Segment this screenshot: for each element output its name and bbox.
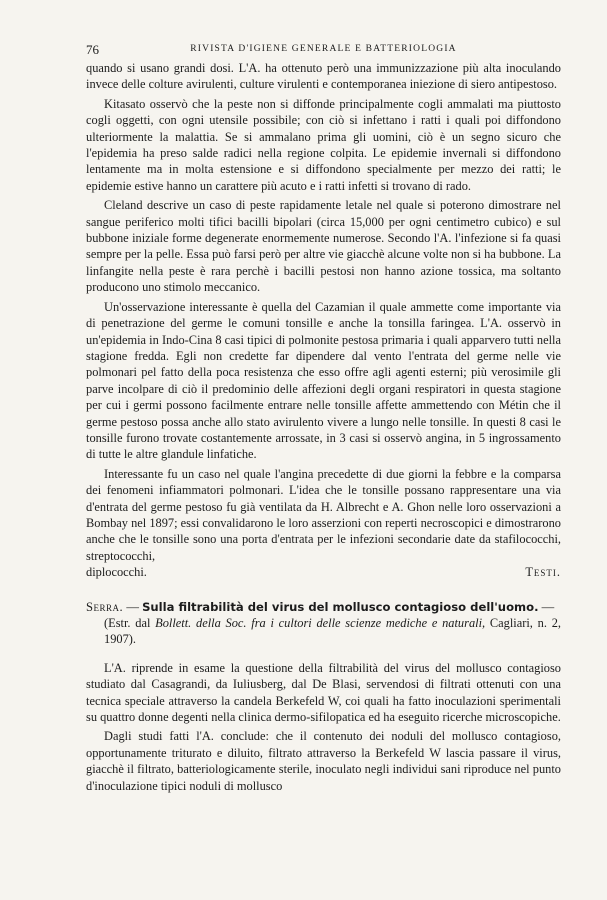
paragraph: Un'osservazione interessante è quella del Cazamian il quale ammette come importante via di penetrazione del germe le comuni tonsille e anche la tonsilla faringea. L'A. osservò in un'epidemia in Indo-Cina 8 casi tipici di polmonite pestosa primaria i quali apparvero tutti nella stagione fredda. Egli non credette far dipendere dal vento l'entrata del germe nelle vie polmonari pel fatto della poca resistenza che esso offre agli agenti esterni; più verosimile gli parve incolpare di ciò il predominio delle affezioni degli organi respiratori in questa stagione per cui i germi possono facilmente entrare nelle tonsille affette ammettendo con Métin che il germe pestoso possa anche allo stato avirulento vivere a lungo nelle tonsille. In questi 8 casi le tonsille furono trovate costantemente arrossate, in 3 casi si osservò angina, in 5 ingrossamento di tutte le altre glandule linfatiche. [86, 299, 561, 462]
closing-line [86, 564, 561, 580]
paragraph: quando si usano grandi dosi. L'A. ha ottenuto però una immunizzazione più alta inoculando invece delle colture avirulenti, culture virulenti e contemporanea iniezione di siero antipestoso. [86, 61, 561, 92]
page-number: 76 [86, 42, 99, 57]
paragraph [86, 466, 561, 564]
paragraph: Dagli studi fatti l'A. conclude: che il contenuto dei noduli del mollusco contagioso, opportunamente triturato e diluito, filtrato attraverso la Berkefeld W lascia passare il virus, giacchè il filtrato, batteriologicamente sterile, inoculato negli individui sani riproduce nel punto d'inoculazione tipici noduli di mollusco [86, 729, 561, 793]
dash: — [126, 599, 139, 614]
section-title: Sulla filtrabilità del virus del mollusco contagioso dell'uomo. [142, 599, 539, 614]
section-body [86, 660, 561, 794]
source-prefix: (Estr. dal [104, 616, 151, 630]
running-title: RIVISTA D'IGIENE GENERALE E BATTERIOLOGIA [190, 44, 457, 54]
paragraph: Kitasato osservò che la peste non si diffonde principalmente cogli ammalati ma piuttosto cogli oggetti, con ogni utensile possibile; con ciò si infettano i ratti i quali poi diffondono ulteriormente la malattia. Se si ammalano prima gli uomini, ciò è un segno sicuro che l'epidemia ha preso salde radici nella regione colpita. Le epidemie invernali si diffondono lentamente ma in molta estensione e si diffondono specialmente per mezzo dei ratti; le epidemie estive hanno un carattere più acuto e i ratti infetti si trovano di rado. [86, 96, 561, 193]
title-dash: — [541, 599, 555, 614]
article-body [86, 60, 561, 794]
author-signature: Testi. [525, 565, 561, 580]
source-journal: Bollett. della Soc. fra i cultori delle scienze mediche e naturali, [155, 616, 486, 630]
paragraph-text: Interessante fu un caso nel quale l'angina precedette di due giorni la febbre e la comparsa dei fenomeni infiammatori polmonari. L'idea che le tonsille possano rappresentare una via d'entrata del germe pestoso fu già ventilata da H. Albrecht e A. Ghon nelle loro osservazioni a Bombay nel 1897; essi convalidarono le loro asserzioni con reperti necroscopici e dimostrarono anche che le tonsille sono una porta d'entrata per le infezioni secondarie date da stafilococchi, streptococchi, [86, 466, 561, 563]
paragraph: L'A. riprende in esame la questione della filtrabilità del virus del mollusco contagioso studiato dal Casagrandi, da Iuliusberg, dal De Blasi, servendosi di filtrati ottenuti con una tecnica speciale attraverso la candela Berkefeld W, coi quali ha fatto inoculazioni sperimentali su quattro donne degenti nella clinica dermo-sifilopatica ed ha eseguito ricerche microscopiche. [86, 660, 561, 725]
paragraph: Cleland descrive un caso di peste rapidamente letale nel quale si poterono dimostrare nel sangue periferico molti tifici bacilli bipolari (circa 15,000 per ogni centimetro cubico) e sul bubbone iniziale forme degenerate enormemente numerose. Secondo l'A. l'infezione si fa quasi sempre per la pelle. Essa può farsi però per altre vie giacchè alcune volte non si ha bubbone. La linfangite nella peste è rara perchè i bacilli pestosi non hanno azione tossica, ma soltanto producono uno stimolo meccanico. [86, 198, 561, 295]
closing-text: diplococchi. [86, 565, 147, 580]
section-heading [86, 599, 561, 648]
source-suffix: Cagliari, n. 2, 1907). [104, 616, 561, 647]
running-header [86, 40, 561, 60]
source-citation [86, 615, 561, 648]
section-author: Serra. [86, 599, 124, 614]
